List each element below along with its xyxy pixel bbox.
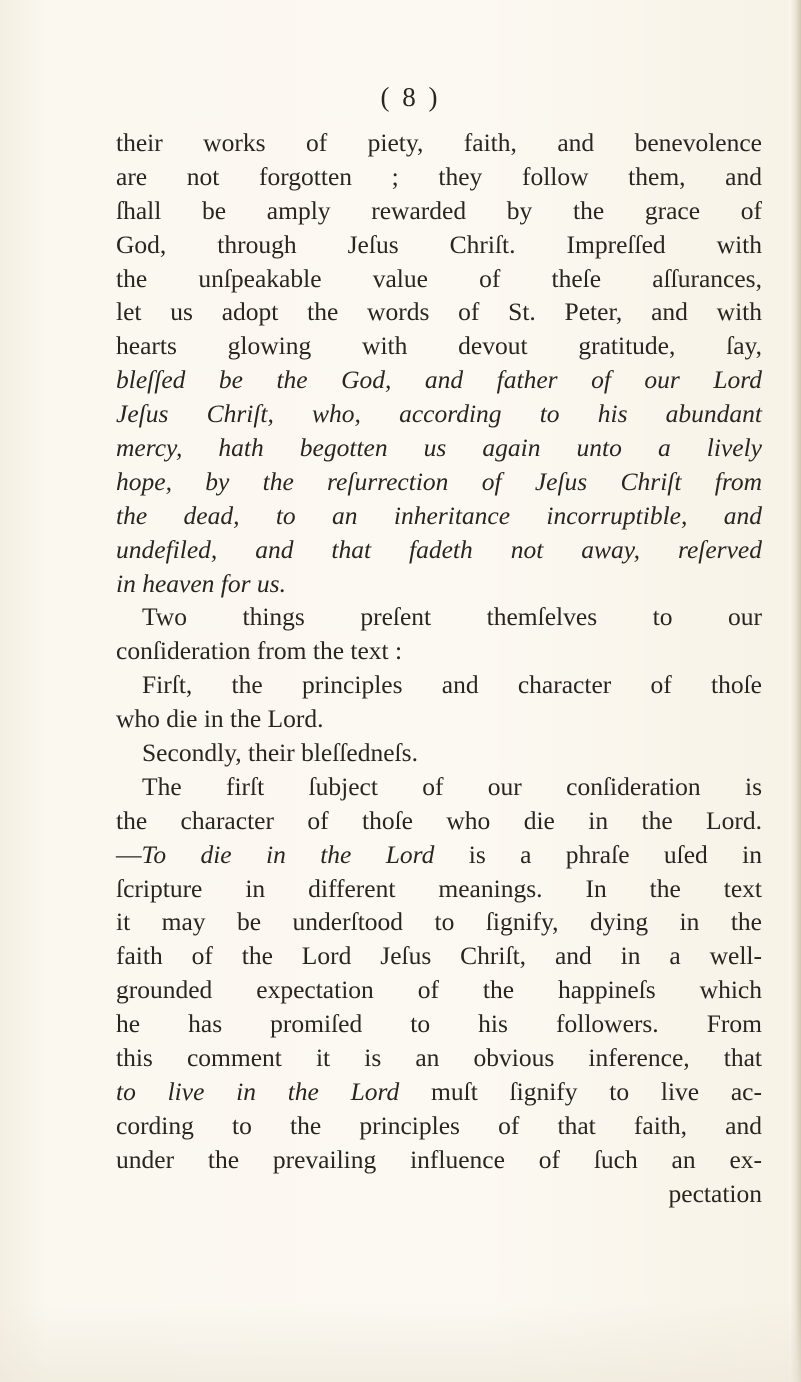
page-bottom-shading [0, 1302, 801, 1382]
italic-phrase: To die in the Lord [141, 839, 435, 869]
text-line-italic: the dead, to an inheritance incorruptible, and [116, 500, 762, 530]
text-line: who die in the Lord. [116, 704, 324, 734]
text-line-italic: undefiled, and that fadeth not away, reſerved [116, 534, 762, 564]
text-line: God, through Jeſus Chriſt. Impreſſed with [116, 229, 762, 259]
text-line: the character of thoſe who die in the Lord. [116, 805, 762, 835]
text-line: hearts glowing with devout gratitude, ſay, [116, 331, 762, 361]
text-line: Firſt, the principles and character of thoſe [142, 670, 762, 700]
text-line: cording to the principles of that faith, and [116, 1110, 762, 1140]
text-line: their works of piety, faith, and benevolence [116, 128, 762, 157]
text-line: are not forgotten ; they follow them, and [116, 161, 762, 191]
text-line-mixed [116, 1075, 762, 1109]
text-line: Two things preſent themſelves to our [142, 602, 762, 632]
text-line: under the prevailing influence of ſuch an ex- [116, 1144, 762, 1174]
text-run: muſt ſignify to live ac- [399, 1076, 762, 1106]
text-line: grounded expectation of the happineſs which [116, 975, 762, 1005]
page-number: ( 8 ) [380, 82, 441, 112]
text-line-italic: bleſſed be the God, and father of our Lord [116, 365, 762, 395]
text-line: conſideration from the text : [116, 636, 403, 666]
text-line: he has promiſed to his followers. From [116, 1009, 762, 1039]
text-line: ſcripture in different meanings. In the text [116, 873, 762, 903]
text-line: Secondly, their bleſſedneſs. [142, 738, 418, 768]
text-line: the unſpeakable value of theſe aſſurances, [116, 263, 762, 293]
italic-phrase: to live in the Lord [116, 1076, 400, 1106]
text-line-italic: hope, by the reſurrection of Jeſus Chriſt from [116, 466, 762, 496]
text-run: is a phraſe uſed in [434, 839, 763, 869]
text-line-mixed [116, 838, 762, 872]
text-line: it may be underſtood to ſignify, dying in the [116, 907, 762, 937]
text-line: let us adopt the words of St. Peter, and with [116, 297, 762, 327]
text-line: The firſt ſubject of our conſideration is [142, 771, 762, 801]
text-line-italic: in heaven for us. [116, 568, 286, 598]
text-line-italic: mercy, hath begotten us again unto a lively [116, 433, 762, 463]
text-line: this comment it is an obvious inference, that [116, 1043, 762, 1073]
page-edge [789, 0, 801, 1382]
catchword: pectation [668, 1178, 762, 1208]
dash: — [116, 839, 142, 869]
body-text [116, 126, 762, 1211]
text-line: faith of the Lord Jeſus Chriſt, and in a well- [116, 941, 762, 971]
text-line-italic: Jeſus Chriſt, who, according to his abundant [116, 399, 762, 429]
text-line: ſhall be amply rewarded by the grace of [116, 195, 762, 225]
